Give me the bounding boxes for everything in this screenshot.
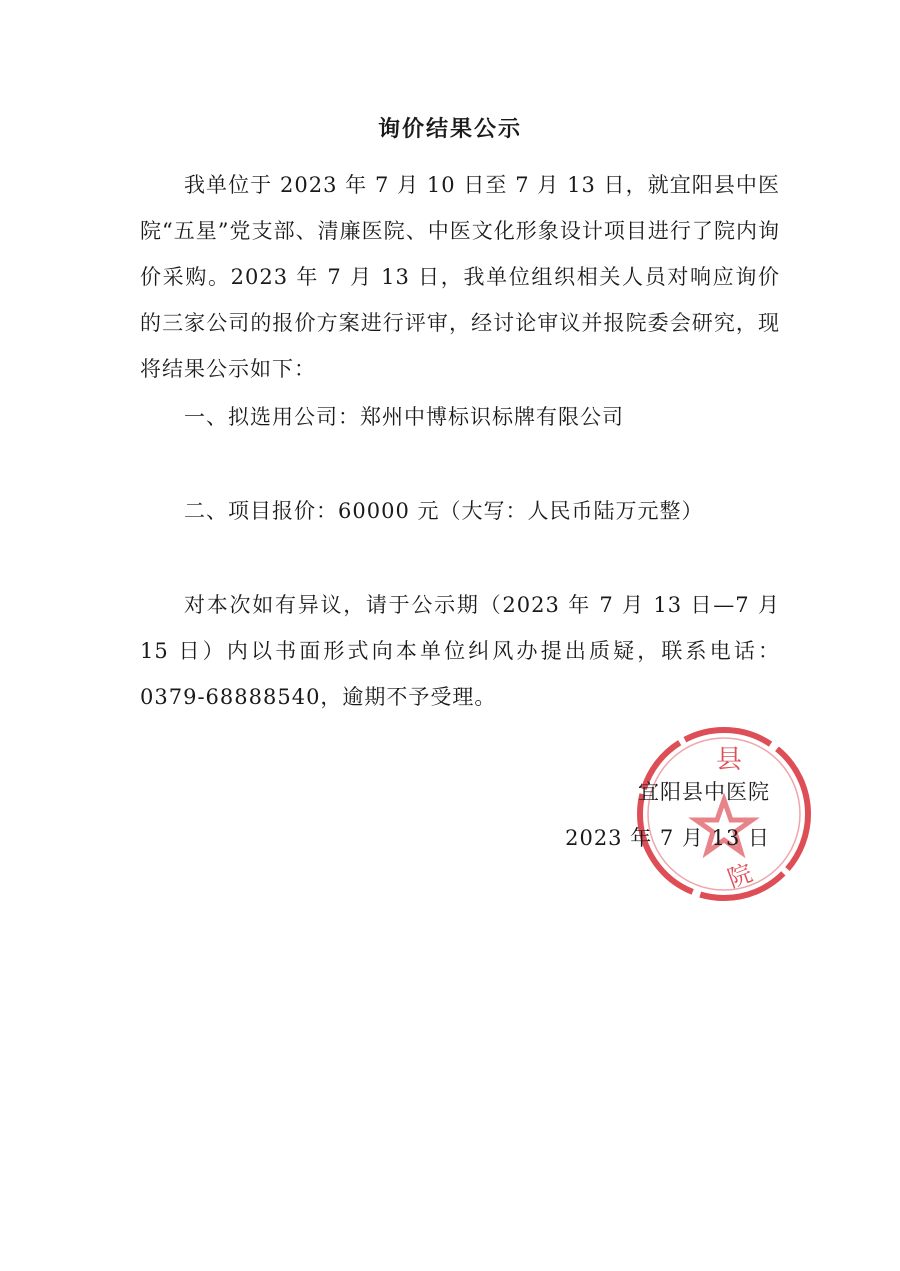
seal-char-top: 县 xyxy=(716,745,743,775)
official-seal xyxy=(632,722,816,906)
seal-char-bottom: 院 xyxy=(723,858,757,894)
signature-organization: 宜阳县中医院 xyxy=(638,780,770,804)
intro-paragraph: 我单位于 2023 年 7 月 10 日至 7 月 13 日，就宜阳县中医院“五星”党支部、清廉医院、中医文化形象设计项目进行了院内询价采购。2023 年 7 月 13 日，我单位组织相关人员对响应询价的三家公司的报价方案进行评审，经讨论审议并报院委会研究，现将结果公示如下： xyxy=(140,173,780,381)
objection-paragraph: 对本次如有异议，请于公示期（2023 年 7 月 13 日—7 月 15 日）内以书面形式向本单位纠风办提出质疑，联系电话：0379-68888540，逾期不予受理。 xyxy=(140,593,780,709)
project-price-line: 二、项目报价：60000 元（大写：人民币陆万元整） xyxy=(184,499,704,523)
document-title: 询价结果公示 xyxy=(377,116,522,142)
selected-company-line: 一、拟选用公司：郑州中博标识标牌有限公司 xyxy=(184,405,624,429)
signature-date: 2023 年 7 月 13 日 xyxy=(565,826,770,850)
